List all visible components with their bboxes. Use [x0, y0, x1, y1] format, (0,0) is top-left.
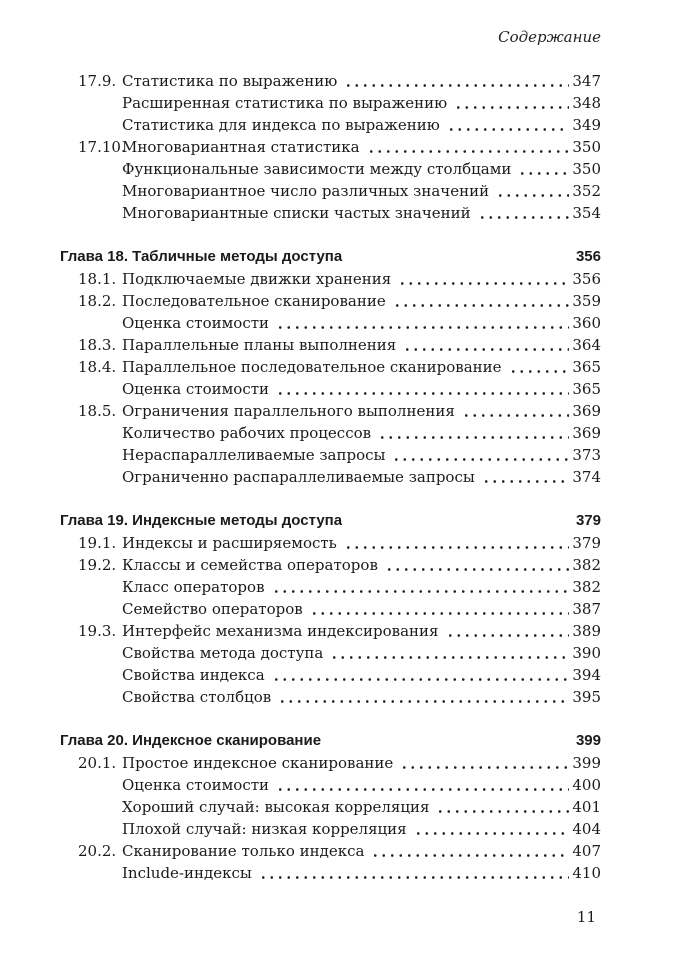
entry-page-number: 354	[572, 204, 601, 222]
dot-leader	[446, 634, 570, 637]
toc-section	[60, 246, 601, 488]
entry-page-number: 389	[572, 622, 601, 640]
entry-title: Функциональные зависимости между столбцами	[122, 160, 512, 178]
entry-title: Хороший случай: высокая корреляция	[122, 798, 430, 816]
toc-entry	[60, 642, 601, 664]
entry-title: Расширенная статистика по выражению	[122, 94, 448, 112]
toc-entry	[60, 290, 601, 312]
entry-number: 17.9.	[78, 72, 117, 90]
toc-entry	[60, 158, 601, 180]
entry-page-number: 400	[572, 776, 601, 794]
entry-page-number: 373	[572, 446, 601, 464]
entry-page-number: 359	[572, 292, 601, 310]
toc-entry	[60, 774, 601, 796]
toc-entry	[60, 180, 601, 202]
dot-leader	[378, 436, 569, 439]
chapter-heading	[60, 510, 601, 532]
dot-leader	[478, 216, 570, 219]
dot-leader	[392, 458, 569, 461]
entry-number: 17.10.	[78, 138, 126, 156]
entry-page-number: 360	[572, 314, 601, 332]
entry-page-number: 350	[572, 138, 601, 156]
dot-leader	[393, 304, 570, 307]
entry-number: 19.2.	[78, 556, 117, 574]
entry-page-number: 350	[572, 160, 601, 178]
entry-page-number: 348	[572, 94, 601, 112]
entry-page-number: 374	[572, 468, 601, 486]
entry-page-number: 399	[572, 754, 601, 772]
toc-section	[60, 510, 601, 708]
entry-title: Include-индексы	[122, 864, 252, 882]
entry-title: Подключаемые движки хранения	[122, 270, 392, 288]
toc-entry	[60, 268, 601, 290]
entry-title: Оценка стоимости	[122, 776, 270, 794]
entry-page-number: 394	[572, 666, 601, 684]
entry-page-number: 347	[572, 72, 601, 90]
toc-entry	[60, 334, 601, 356]
toc-entry	[60, 400, 601, 422]
toc-entry	[60, 532, 601, 554]
entry-title: Оценка стоимости	[122, 380, 270, 398]
chapter-title: Глава 18. Табличные методы доступа	[60, 248, 343, 265]
chapter-heading	[60, 730, 601, 752]
entry-page-number: 410	[572, 864, 601, 882]
toc-entry	[60, 576, 601, 598]
chapter-page-number: 399	[575, 732, 601, 749]
entry-page-number: 365	[572, 380, 601, 398]
toc-entry	[60, 620, 601, 642]
dot-leader	[414, 832, 570, 835]
dot-leader	[403, 348, 569, 351]
toc-entry	[60, 466, 601, 488]
toc-section	[60, 70, 601, 224]
chapter-title: Глава 19. Индексные методы доступа	[60, 512, 343, 529]
toc-entry	[60, 686, 601, 708]
chapter-heading	[60, 246, 601, 268]
entry-page-number: 401	[572, 798, 601, 816]
entry-title: Количество рабочих процессов	[122, 424, 372, 442]
entry-title: Простое индексное сканирование	[122, 754, 394, 772]
entry-title: Свойства индекса	[122, 666, 265, 684]
entry-page-number: 404	[572, 820, 601, 838]
toc-entry	[60, 70, 601, 92]
entry-title: Последовательное сканирование	[122, 292, 386, 310]
toc	[60, 70, 601, 884]
entry-title: Сканирование только индекса	[122, 842, 365, 860]
entry-number: 19.1.	[78, 534, 117, 552]
entry-number: 20.1.	[78, 754, 117, 772]
entry-title: Нераспараллеливаемые запросы	[122, 446, 386, 464]
dot-leader	[344, 84, 569, 87]
toc-entry	[60, 312, 601, 334]
entry-title: Оценка стоимости	[122, 314, 270, 332]
entry-page-number: 364	[572, 336, 601, 354]
dot-leader	[371, 854, 569, 857]
entry-title: Параллельное последовательное сканирование	[122, 358, 502, 376]
entry-title: Свойства метода доступа	[122, 644, 324, 662]
page-number: 11	[576, 908, 596, 926]
entry-title: Свойства столбцов	[122, 688, 272, 706]
dot-leader	[259, 876, 570, 879]
dot-leader	[518, 172, 569, 175]
entry-number: 18.2.	[78, 292, 117, 310]
dot-leader	[310, 612, 570, 615]
entry-page-number: 356	[572, 270, 601, 288]
dot-leader	[436, 810, 569, 813]
toc-entry	[60, 796, 601, 818]
entry-page-number: 369	[572, 402, 601, 420]
dot-leader	[367, 150, 570, 153]
toc-entry	[60, 136, 601, 158]
entry-title: Интерфейс механизма индексирования	[122, 622, 439, 640]
page-header-title: Содержание	[498, 28, 601, 46]
entry-title: Ограниченно распараллеливаемые запросы	[122, 468, 475, 486]
dot-leader	[330, 656, 569, 659]
entry-title: Многовариантная статистика	[122, 138, 360, 156]
entry-page-number: 369	[572, 424, 601, 442]
entry-number: 19.3.	[78, 622, 117, 640]
toc-entry	[60, 862, 601, 884]
entry-page-number: 352	[572, 182, 601, 200]
entry-title: Индексы и расширяемость	[122, 534, 337, 552]
dot-leader	[454, 106, 569, 109]
entry-title: Многовариантные списки частых значений	[122, 204, 471, 222]
entry-title: Многовариантное число различных значений	[122, 182, 490, 200]
entry-title: Плохой случай: низкая корреляция	[122, 820, 407, 838]
dot-leader	[272, 678, 570, 681]
entry-page-number: 407	[572, 842, 601, 860]
entry-title: Семейство операторов	[122, 600, 303, 618]
toc-entry	[60, 554, 601, 576]
dot-leader	[509, 370, 570, 373]
toc-entry	[60, 202, 601, 224]
entry-title: Класс операторов	[122, 578, 265, 596]
toc-entry	[60, 444, 601, 466]
toc-entry	[60, 818, 601, 840]
dot-leader	[462, 414, 570, 417]
dot-leader	[447, 128, 570, 131]
entry-title: Статистика для индекса по выражению	[122, 116, 440, 134]
entry-page-number: 382	[572, 556, 601, 574]
entry-page-number: 379	[572, 534, 601, 552]
chapter-title: Глава 20. Индексное сканирование	[60, 732, 322, 749]
entry-number: 18.5.	[78, 402, 117, 420]
entry-page-number: 390	[572, 644, 601, 662]
entry-page-number: 382	[572, 578, 601, 596]
dot-leader	[276, 326, 569, 329]
toc-entry	[60, 664, 601, 686]
dot-leader	[385, 568, 569, 571]
dot-leader	[278, 700, 569, 703]
entry-number: 20.2.	[78, 842, 117, 860]
dot-leader	[398, 282, 569, 285]
toc-entry	[60, 422, 601, 444]
entry-page-number: 387	[572, 600, 601, 618]
toc-entry	[60, 752, 601, 774]
dot-leader	[276, 788, 569, 791]
entry-number: 18.1.	[78, 270, 117, 288]
entry-title: Классы и семейства операторов	[122, 556, 378, 574]
entry-page-number: 395	[572, 688, 601, 706]
toc-entry	[60, 840, 601, 862]
chapter-page-number: 379	[575, 512, 601, 529]
toc-entry	[60, 378, 601, 400]
toc-entry	[60, 598, 601, 620]
chapter-page-number: 356	[575, 248, 601, 265]
toc-section	[60, 730, 601, 884]
entry-title: Статистика по выражению	[122, 72, 338, 90]
entry-number: 18.4.	[78, 358, 117, 376]
dot-leader	[344, 546, 570, 549]
dot-leader	[272, 590, 570, 593]
toc-entry	[60, 92, 601, 114]
toc-entry	[60, 356, 601, 378]
dot-leader	[496, 194, 569, 197]
entry-number: 18.3.	[78, 336, 117, 354]
toc-entry	[60, 114, 601, 136]
entry-title: Параллельные планы выполнения	[122, 336, 397, 354]
entry-page-number: 349	[572, 116, 601, 134]
dot-leader	[482, 480, 570, 483]
entry-page-number: 365	[572, 358, 601, 376]
entry-title: Ограничения параллельного выполнения	[122, 402, 455, 420]
dot-leader	[276, 392, 569, 395]
dot-leader	[400, 766, 569, 769]
